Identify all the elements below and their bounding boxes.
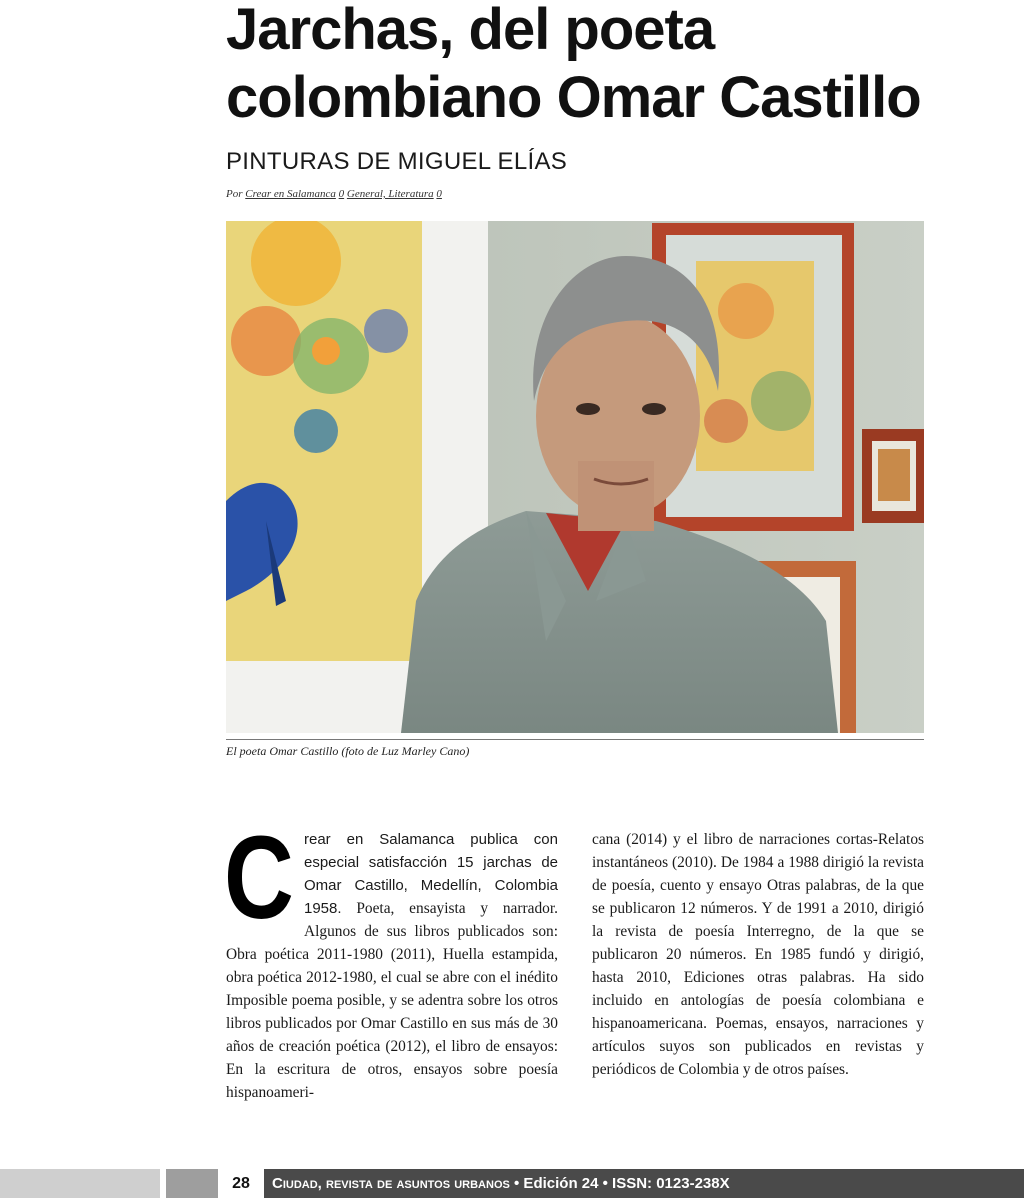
byline [226, 188, 442, 200]
drop-cap: C [224, 812, 294, 944]
article-lead: rear en Salamanca publica con especial satisfacción 15 jarchas de Omar Castillo, Medellín, Colombia 1958. [304, 831, 558, 917]
article-column-2 [592, 828, 924, 1081]
page-footer [0, 1169, 1024, 1198]
footer-bar-mid [166, 1169, 218, 1198]
page-title [226, 0, 986, 132]
edition-info: • Edición 24 • ISSN: 0123-238X [514, 1175, 730, 1192]
magazine-name: Ciudad, revista de asuntos urbanos [272, 1175, 510, 1192]
article-text-col2: cana (2014) y el libro de narraciones cortas-Relatos instantáneos (2010). De 1984 a 1988 dirigió la revista de poesía, cuento y ensayo Otras palabras, de la que se publicaron 12 números. Y de 1991 a 2010, dirigió la revista de poesía Interregno, de la que se publicaron 20 números. En 1985 fundó y dirigió, hasta 2010, Ediciones otras palabras. Ha sido incluido en antologías de poesía colombiana e hispanoamericana. Poemas, ensayos, narraciones y artículos suyos son publicados en revistas y periódicos de Colombia y de otros países. [592, 831, 924, 1078]
comments-count-link-2[interactable]: 0 [436, 188, 442, 200]
photo-illustration [226, 221, 924, 733]
photo-caption: El poeta Omar Castillo (foto de Luz Marley Cano) [226, 744, 470, 758]
footer-magazine-info [264, 1169, 1024, 1198]
title-line-1: Jarchas, del poeta [226, 0, 715, 62]
article-column-1 [224, 812, 558, 1104]
caption-divider [226, 739, 924, 740]
subtitle: PINTURAS DE MIGUEL ELÍAS [226, 148, 568, 175]
footer-bar-light [0, 1169, 160, 1198]
title-line-2: colombiano Omar Castillo [226, 65, 921, 130]
page-number: 28 [232, 1175, 250, 1192]
author-link[interactable]: Crear en Salamanca [245, 188, 336, 200]
byline-prefix: Por [226, 188, 243, 200]
author-photo [226, 221, 924, 733]
article-text-col1: Poeta, ensayista y narrador. Algunos de sus libros publicados son: Obra poética 2011-1980 (2011), Huella estampida, obra poética 2012-1980, el cual se abre con el inédito Imposible poema posible, y se adentra sobre los otros libros publicados por Omar Castillo en sus más de 30 años de creación poética (2012), el libro de ensayos: En la escritura de otros, ensayos sobre poesía hispanoameri- [226, 900, 558, 1101]
categories-link[interactable]: General, Literatura [346, 188, 434, 200]
comments-count-link[interactable]: 0 [338, 188, 345, 200]
